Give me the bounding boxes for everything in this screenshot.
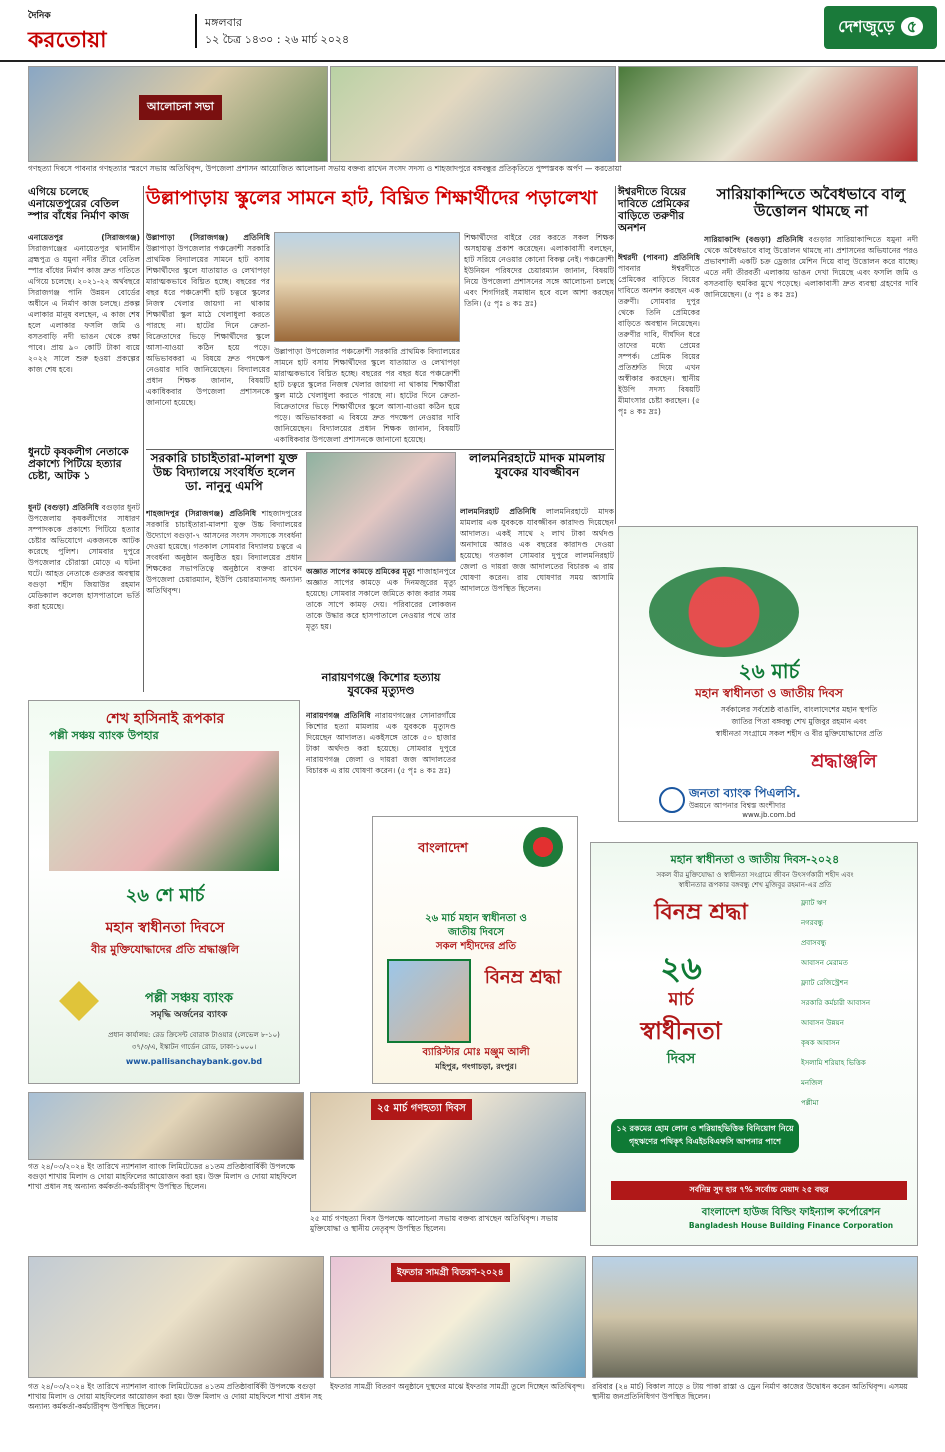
dateline: সারিয়াকান্দি (বগুড়া) প্রতিনিধি: [704, 235, 804, 244]
ad-tag: সমৃদ্ধি অর্জনের ব্যাংক: [150, 1010, 228, 1020]
emblem-icon: [523, 827, 563, 867]
newspaper-logo[interactable]: [28, 8, 107, 60]
ad-tribute: শ্রদ্ধাঞ্জলি: [811, 751, 877, 772]
ad-month: মার্চ: [668, 989, 694, 1010]
ad-sub2: স্বাধীনতার রূপকার বঙ্গবন্ধু শেখ মুজিবুর রহমান-এর প্রতি: [678, 881, 832, 889]
ad-big: স্বাধীনতা: [640, 1017, 722, 1045]
ad-line1: সর্বকালের সর্বশ্রেষ্ঠ বাঙালি, বাংলাদেশের মহান স্থপতি: [720, 705, 878, 714]
body-text: লালমনিরহাটে মাদক মামলায় এক যুবককে যাবজ্জীবন কারাদণ্ড দিয়েছেন আদালত। একই সাথে ২ লাখ টাকা অর্থদণ্ড অনাদায়ে আরও এক বছরের কারাদণ্ড দেওয়া হয়েছে। গতকাল সোমবার দুপুরে লালমনিরহাট জেলা ও দায়রা জজ আদালতের বিচারক এ রায় ঘোষণা করেন। রায় ঘোষণার সময় আসামি আদালতে উপস্থিত ছিলেন।: [460, 507, 614, 593]
photo-meeting: [330, 66, 616, 162]
ad-date: ২৬ মার্চ: [738, 659, 800, 683]
ad-top: মহান স্বাধীনতা ও জাতীয় দিবস-২০২৪: [670, 853, 840, 866]
issue-full-date: ১২ চৈত্র ১৪৩০ : ২৬ মার্চ ২০২৪: [205, 33, 350, 46]
photo-genocide-day: [310, 1092, 586, 1212]
loan-item: প্রবাসবন্ধু: [801, 939, 827, 947]
row-divider: [146, 449, 614, 450]
article-left2-body: [28, 502, 140, 692]
bottom-caption-2: ২৫ মার্চ গণহত্যা দিবস উপলক্ষে আলোচনা সভায় বক্তব্য রাখছেন অতিথিবৃন্দ। সভায় মুক্তিযোদ্ধা ও স্থানীয় নেতৃবৃন্দ উপস্থিত ছিলেন।: [310, 1214, 558, 1233]
ad-title: মহান স্বাধীনতা ও জাতীয় দিবস: [695, 686, 843, 700]
dateline: নারায়ণগঞ্জ প্রতিনিধি: [306, 711, 371, 720]
article-mid2-body: [460, 506, 614, 696]
loan-item: ইসলামি শরিয়াহ ভিত্তিক: [801, 1059, 866, 1067]
logo-small: দৈনিক: [28, 11, 51, 21]
ad-barrister[interactable]: [372, 816, 578, 1084]
article-mid1-title[interactable]: সরকারি চাচাইতারা-মালশা যুক্ত উচ্চ বিদ্যালয়ে সংবর্ধিত হলেন ডা. নানুনু এমপি: [150, 451, 298, 493]
article-mid3-body: [306, 566, 456, 668]
flag-graphic: [649, 567, 799, 657]
loan-item: নগরবন্ধু: [801, 919, 824, 927]
ad-place: মহিপুর, গংগাচড়া, রংপুর।: [435, 1062, 517, 1071]
photo-tribute: [618, 66, 918, 162]
loan-item: সরকারি কর্মচারী আবাসন: [801, 999, 871, 1007]
ad-title: মহান স্বাধীনতা দিবসে: [105, 920, 225, 936]
ad-palli-sanchay[interactable]: [28, 700, 300, 1084]
portrait-photo: [387, 959, 471, 1043]
ad-line3: স্বাধীনতা সংগ্রামে সকল শহীদ ও বীর মুক্তিযোদ্ধাদের প্রতি: [715, 729, 883, 738]
section-badge: [824, 6, 937, 49]
loan-products-list: [801, 893, 913, 1113]
dateline: শাহজাদপুর (সিরাজগঞ্জ) প্রতিনিধি: [146, 509, 257, 518]
lead-body-col2: উল্লাপাড়া উপজেলার পঞ্চক্রোশী সরকারি প্রাথমিক বিদ্যালয়ের সামনে হাট বসায় শিক্ষার্থীদের স্কুলে যাতায়াত ও লেখাপড়া মারাত্মকভাবে বিঘ্নিত হচ্ছে। বছরের পর বছর ধরে পঞ্চক্রোশী হাট চত্বরে স্কুলের নিজস্ব খেলার জায়গা না থাকায় শিক্ষার্থীরা স্কুল মাঠে খেলাধুলা করতে পারছে না। হাটের দিনে ক্রেতা-বিক্রেতাদের ভিড়ে শিক্ষার্থীদের স্কুলে আসা-যাওয়া কঠিন হয়ে পড়ে। অভিভাবকরা এ বিষয়ে দ্রুত পদক্ষেপ নেওয়ার দাবি জানিয়েছেন। বিদ্যালয়ের প্রধান শিক্ষক জানান, বিষয়টি একাধিকবার উপজেলা প্রশাসনকে জানানো হয়েছে।: [274, 347, 460, 444]
ad-top: শেখ হাসিনাই রূপকার: [105, 711, 225, 727]
loan-item: ফ্ল্যাট রেজিস্ট্রেশন: [801, 979, 849, 987]
ad-country: বাংলাদেশ: [418, 841, 468, 856]
dateline: এনায়েতপুর (সিরাজগঞ্জ): [28, 233, 140, 242]
ad-org: বাংলাদেশ হাউজ বিল্ডিং ফাইন্যান্স কর্পোরেশন: [701, 1207, 881, 1218]
article-right2-body: [704, 234, 918, 520]
ad-name: ব্যারিস্টার মোঃ মঞ্জুম আলী: [422, 1047, 530, 1058]
ad-line2: জাতির পিতা বঙ্গবন্ধু শেখ মুজিবুর রহমান এবং: [731, 717, 867, 726]
ad-hbfc[interactable]: [590, 842, 918, 1246]
issue-date: [195, 14, 349, 48]
loan-item: আবাসন উন্নয়ন: [801, 1019, 844, 1027]
lead-title[interactable]: উল্লাপাড়ায় স্কুলের সামনে হাট, বিঘ্নিত শিক্ষার্থীদের পড়ালেখা: [146, 187, 598, 209]
ad-tag: উন্নয়নে আপনার বিশ্বস্ত অংশীদার: [689, 801, 786, 810]
photo-school-market: [274, 232, 460, 342]
logo-text: করতোয়া: [28, 27, 107, 53]
banner-label: আলোচনা সভা: [139, 95, 222, 120]
column-divider: [615, 186, 616, 524]
article-left1-body: [28, 232, 140, 442]
ad-janata-bank[interactable]: [618, 526, 918, 822]
ad-line3: সকল শহীদদের প্রতি: [436, 941, 516, 952]
page-number: ৫: [901, 17, 923, 36]
bottom-caption-3: ইফতার সামগ্রী বিতরণ অনুষ্ঠানে দুস্থদের মাঝে ইফতার সামগ্রী তুলে দিচ্ছেন অতিথিবৃন্দ।: [330, 1382, 585, 1391]
loan-item: পল্লীমা: [801, 1099, 819, 1107]
ad-date: ২৬ শে মার্চ: [125, 885, 205, 906]
lead-body-col3: শিক্ষার্থীদের বাইরে বের করতে সকল শিক্ষক অসহায়ত্ব প্রকাশ করেছেন। এলাকাবাসী বলছেন, হাট সরিয়ে নেওয়ার কোনো বিকল্প নেই। পঞ্চক্রোশী ইউনিয়ন পরিষদের চেয়ারম্যান জানান, বিষয়টি নিয়ে উপজেলা প্রশাসনের সঙ্গে আলোচনা চলছে এবং শিগগিরই সমাধান হবে বলে আশা করছেন তিনি। (৫ পৃঃ ৪ কঃ দ্রঃ): [464, 233, 614, 308]
photo-milad: [28, 1092, 304, 1160]
body-text: পাবনার ঈশ্বরদীতে প্রেমিকের বাড়িতে বিয়ের দাবিতে অনশন করছেন এক তরুণী। সোমবার দুপুর থেকে তিনি প্রেমিকের বাড়িতে অবস্থান নিয়েছেন। তরুণীর দাবি, দীর্ঘদিন ধরে তাদের মধ্যে প্রেমের সম্পর্ক। প্রেমিক বিয়ের প্রতিশ্রুতি দিয়ে এখন অস্বীকার করছেন। স্থানীয় ইউপি সদস্য বিষয়টি মীমাংসার চেষ্টা করছেন। (৫ পৃঃ ৪ কঃ দ্রঃ): [618, 264, 700, 416]
article-mid4-title[interactable]: নারায়ণগঞ্জে কিশোর হত্যায় যুবকের মৃত্যুদণ্ড: [321, 671, 441, 697]
body-text: বগুড়ার ধুনট উপজেলায় কৃষকলীগের সাধারণ সম্পাদককে প্রকাশ্যে পিটিয়ে হত্যার চেষ্টার অভিযোগে একজনকে আটক করেছে পুলিশ। সোমবার দুপুরে উপজেলার চৌরাস্তা মোড়ে এ ঘটনা ঘটে। আহত নেতাকে গুরুতর অবস্থায় বগুড়া শহীদ জিয়াউর রহমান মেডিক্যাল কলেজ হাসপাতালে ভর্তি করা হয়েছে।: [28, 503, 140, 611]
loan-item: কৃষক আবাসন: [801, 1039, 840, 1047]
ad-date-line: ২৬ মার্চ মহান স্বাধীনতা ও: [425, 913, 527, 924]
loan-item: মনজিল: [801, 1079, 823, 1087]
ad-bank: পল্লী সঞ্চয় ব্যাংক: [145, 991, 233, 1006]
photo-reception: [306, 452, 456, 562]
dateline: লালমনিরহাট প্রতিনিধি: [460, 507, 536, 516]
ad-day: দিবস: [666, 1051, 696, 1067]
article-right1-body: [618, 252, 700, 520]
loan-item: ফ্ল্যাট ঋণ: [801, 899, 827, 907]
ad-offer: ১২ রকমের হোম লোন ও শরিয়াহভিত্তিক বিনিয়োগ নিয়ে গৃহঋণের পথিকৃৎ বিএইচবিএফসি আপনার পাশে: [611, 1119, 799, 1153]
article-mid2-title[interactable]: লালমনিরহাটে মাদক মামলায় যুবকের যাবজ্জীবন: [469, 451, 605, 479]
lead-body-col1: [146, 232, 270, 447]
body-text: নারায়ণগঞ্জের সোনারগাঁয়ে কিশোর হত্যা মামলায় এক যুবককে মৃত্যুদণ্ড দিয়েছেন আদালত। একইসঙ্গে তাকে ৫০ হাজার টাকা অর্থদণ্ড করা হয়েছে। সোমবার দুপুরে নারায়ণগঞ্জ জেলা ও দায়রা জজ আদালতের বিচারক এ রায় ঘোষণা করেন। (৫ পৃঃ ৪ কঃ দ্রঃ): [306, 711, 456, 775]
bottom-caption-1: গত ২৪/০৩/২০২৪ ইং তারিখে ন্যাশনাল ব্যাংক লিমিটেডের ৪১তম প্রতিষ্ঠাবার্ষিকী উপলক্ষে বগুড়া শাখায় মিলাদ ও দোয়া মাহফিলের আয়োজন করা হয়। উক্ত মিলাদ ও দোয়া মাহফিলে শাখা প্রধান সহ অন্যান্য কর্মকর্তা-কর্মচারীবৃন্দ উপস্থিত ছিলেন।: [28, 1162, 297, 1191]
article-right1-title[interactable]: ঈশ্বরদীতে বিয়ের দাবিতে প্রেমিকের বাড়িতে তরুণীর অনশন: [618, 186, 690, 235]
ad-rate: সর্বনিম্ন সুদ হার ৭% সর্বোচ্চ মেয়াদ ২৫ বছর: [611, 1181, 907, 1200]
loan-item: আবাসন মেরামত: [801, 959, 848, 967]
ad-url[interactable]: www.pallisanchaybank.gov.bd: [125, 1057, 263, 1066]
ad-sub: সকল বীর মুক্তিযোদ্ধা ও স্বাধীনতা সংগ্রামে জীবন উৎসর্গকারী শহীদ এবং: [656, 871, 854, 879]
section-name: দেশজুড়ে: [838, 17, 895, 36]
top-photo-caption: গণহত্যা দিবসে পাবনার গণহত্যার স্মরণে সভায় অতিথিবৃন্দ, উপজেলা প্রশাসন আয়োজিত আলোচনা সভায় বক্তব্য রাখেন সংসদ সদস্য ও শাহজাদপুরে বঙ্গবন্ধুর প্রতিকৃতিতে পুষ্পস্তবক অর্পণ — করতোয়া: [28, 164, 622, 173]
dateline: ধুনট (বগুড়া) প্রতিনিধি: [28, 503, 99, 512]
banner-iftar: ইফতার সামগ্রী বিতরণ-২০২৪: [391, 1263, 510, 1282]
photo-iftar: [330, 1256, 586, 1378]
photo-bank-event: [28, 1256, 324, 1378]
ad-url[interactable]: www.jb.com.bd: [742, 811, 796, 819]
bottom-caption-4: রবিবার (২৪ মার্চ) বিকাল সাড়ে ৪ টায় পাকা রাস্তা ও ড্রেন নির্মাণ কাজের উদ্বোধন করেন অতিথিবৃন্দ। এসময় স্থানীয় জনপ্রতিনিধিগণ উপস্থিত ছিলেন।: [592, 1382, 908, 1401]
dateline: ঈশ্বরদী (পাবনা) প্রতিনিধি: [618, 253, 700, 262]
ad-bank: জনতা ব্যাংক পিএলসি.: [689, 786, 801, 800]
ad-date-line2: জাতীয় দিবসে: [448, 927, 504, 938]
dateline: উল্লাপাড়া (সিরাজগঞ্জ) প্রতিনিধি: [146, 233, 270, 242]
banner-genocide: ২৫ মার্চ গণহত্যা দিবস: [371, 1099, 472, 1120]
body-text: বগুড়ার সারিয়াকান্দিতে যমুনা নদী থেকে অবৈধভাবে বালু উত্তোলন থামছে না। প্রশাসনের অভিযানের পরও প্রভাবশালী একটি চক্র ড্রেজার মেশিন দিয়ে বালু উত্তোলন করে যাচ্ছে। এতে নদী তীরবর্তী এলাকায় ভাঙন দেখা দিয়েছে এবং ফসলি জমি ও বসতবাড়ি হুমকির মুখে পড়েছে। এলাকাবাসী দ্রুত ব্যবস্থা গ্রহণের দাবি জানিয়েছেন। (৫ পৃঃ ৪ কঃ দ্রঃ): [704, 235, 918, 299]
ad-date: ২৬: [660, 949, 702, 987]
ad-org-en: Bangladesh House Building Finance Corporation: [688, 1221, 894, 1230]
ad-top2: পল্লী সঞ্চয় ব্যাংক উপহার: [49, 729, 159, 742]
janata-logo-icon: [659, 787, 685, 813]
bottom-caption-1b: গত ২৪/০৩/২০২৪ ইং তারিখে ন্যাশনাল ব্যাংক লিমিটেডের ৪১তম প্রতিষ্ঠাবার্ষিকী উপলক্ষে বগুড়া শাখায় মিলাদ ও দোয়া মাহফিলের আয়োজন করা হয়। উক্ত মিলাদ ও দোয়া মাহফিলে শাখা প্রধান সহ অন্যান্য কর্মকর্তা-কর্মচারীবৃন্দ উপস্থিত ছিলেন।: [28, 1382, 322, 1411]
ad-tribute: বিনম্র শ্রদ্ধা: [484, 967, 562, 988]
article-left2-title[interactable]: ধুনটে কৃষকলীগ নেতাকে প্রকাশ্যে পিটিয়ে হত্যার চেষ্টা, আটক ১: [28, 446, 129, 483]
article-mid3-title[interactable]: অজ্ঞাত সাপের কামড়ে শ্রমিকের মৃত্যু: [306, 567, 415, 576]
article-mid4-body: [306, 710, 456, 810]
ad-tribute: বিনম্র শ্রদ্ধা: [654, 900, 748, 925]
leader-photo: [49, 751, 279, 871]
column-divider: [143, 186, 144, 692]
body-text: সিরাজগঞ্জের এনায়েতপুর থানাধীন ব্রহ্মপুত্র ও যমুনা নদীর তীরে বেতিল স্পার বাঁধের নির্মাণ কাজ দ্রুত গতিতে এগিয়ে চলেছে। ২০২১-২২ অর্থবছরে সিরাজগঞ্জ পানি উন্নয়ন বোর্ডের অধীনে এ নির্মাণ কাজ চলছে। প্রকল্প এলাকার মানুষ বলছেন, এ কাজ শেষ হলে এলাকার ফসলি জমি ও বসতবাড়ি নদী ভাঙন থেকে রক্ষা পাবে। প্রায় ৯০ কোটি টাকা ব্যয়ে ২০২২ সালে শুরু হওয়া প্রকল্পের কাজ শেষ হবে।: [28, 244, 140, 374]
photo-road-inauguration: [592, 1256, 918, 1378]
article-left1-title[interactable]: এগিয়ে চলেছে এনায়েতপুরের বেতিল স্পার বাঁধের নির্মাণ কাজ: [28, 186, 129, 223]
body-text: উল্লাপাড়া উপজেলার পঞ্চক্রোশী সরকারি প্রাথমিক বিদ্যালয়ের সামনে হাট বসায় শিক্ষার্থীদের স্কুলে যাতায়াত ও লেখাপড়া মারাত্মকভাবে বিঘ্নিত হচ্ছে। বছরের পর বছর ধরে পঞ্চক্রোশী হাট চত্বরে স্কুলের নিজস্ব খেলার জায়গা না থাকায় শিক্ষার্থীরা স্কুল মাঠে খেলাধুলা করতে পারছে না। হাটের দিনে ক্রেতা-বিক্রেতাদের ভিড়ে শিক্ষার্থীদের স্কুলে আসা-যাওয়া কঠিন হয়ে পড়ে। অভিভাবকরা এ বিষয়ে দ্রুত পদক্ষেপ নেওয়ার দাবি জানিয়েছেন। বিদ্যালয়ের প্রধান শিক্ষক জানান, বিষয়টি একাধিকবার উপজেলা প্রশাসনকে জানানো হয়েছে।: [146, 244, 270, 407]
body-text: শাহজাদপুরের সরকারি চাচাইতারা-মালশা যুক্ত উচ্চ বিদ্যালয়ের উদ্যোগে বগুড়া-৭ আসনের সংসদ সদস্যকে সংবর্ধনা দেওয়া হয়েছে। গতকাল সোমবার বিদ্যালয় চত্বরে এ সংবর্ধনা অনুষ্ঠান অনুষ্ঠিত হয়। বিদ্যালয়ের প্রধান শিক্ষকের সভাপতিত্বে অনুষ্ঠানে বক্তব্য রাখেন উপজেলা চেয়ারম্যান, ইউপি চেয়ারম্যানসহ অন্যান্য অতিথিবৃন্দ।: [146, 509, 302, 595]
ad-address: প্রধান কার্যালয়: রেড ক্রিসেন্ট বোরাক টাওয়ার (লেভেল ৮-১০): [108, 1031, 280, 1039]
body-text: শাজাহানপুরে অজ্ঞাত সাপের কামড়ে এক দিনমজুরের মৃত্যু হয়েছে। সোমবার সকালে জমিতে কাজ করার সময় তাকে সাপে কামড় দেয়। পরিবারের লোকজন তাকে উদ্ধার করে হাসপাতালে নেওয়ার পথে তার মৃত্যু হয়।: [306, 567, 456, 631]
ad-tribute: বীর মুক্তিযোদ্ধাদের প্রতি শ্রদ্ধাঞ্জলি: [91, 943, 239, 956]
photo-discussion: [28, 66, 328, 162]
article-right2-title[interactable]: সারিয়াকান্দিতে অবৈধভাবে বালু উত্তোলন থামছে না: [716, 185, 906, 221]
masthead: [0, 0, 945, 62]
ad-address2: ৩৭/৩/এ, ইস্কাটন গার্ডেন রোড, ঢাকা-১০০০।: [131, 1043, 257, 1051]
article-mid1-body: [146, 508, 302, 668]
issue-day: মঙ্গলবার: [205, 16, 242, 29]
